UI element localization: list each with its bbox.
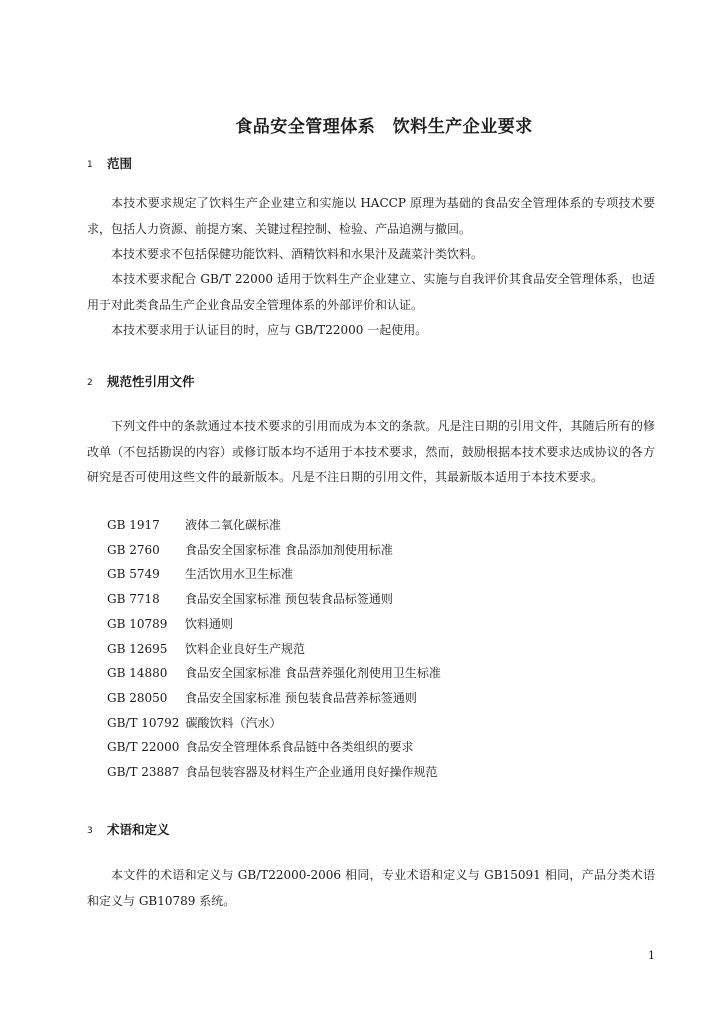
page-number: 1 <box>648 949 655 962</box>
reference-code: GB 7718 <box>107 592 160 607</box>
reference-item <box>107 661 441 686</box>
section-3-heading <box>87 820 170 838</box>
section-2-heading <box>87 372 195 390</box>
section-3-title: 术语和定义 <box>107 822 170 837</box>
reference-item <box>107 612 441 637</box>
reference-code: GB/T 10792 <box>107 715 180 730</box>
reference-item <box>107 513 441 538</box>
section-2-intro: 下列文件中的条款通过本技术要求的引用而成为本文的条款。凡是注日期的引用文件，其随后所有的修改单（不包括勘误的内容）或修订版本均不适用于本技术要求，然而，鼓励根据本技术要求达成协议的各方研究是否可使用这些文件的最新版本。凡是不注日期的引用文件，其最新版本适用于本技术要求。 <box>87 419 655 484</box>
reference-code: GB/T 23887 <box>107 765 180 780</box>
reference-item <box>107 562 441 587</box>
section-3-number: 3 <box>87 826 93 836</box>
document-title: 食品安全管理体系 饮料生产企业要求 <box>235 117 533 137</box>
reference-code: GB 5749 <box>107 567 160 582</box>
reference-item <box>107 735 441 760</box>
reference-item <box>107 760 441 785</box>
reference-name: 食品包装容器及材料生产企业通用良好操作规范 <box>185 765 438 780</box>
reference-item <box>107 686 441 711</box>
reference-code: GB 2760 <box>107 542 160 557</box>
reference-name: 食品安全国家标准 预包装食品标签通则 <box>185 592 393 607</box>
section-1-title: 范围 <box>107 156 133 171</box>
reference-name: 碳酸饮料（汽水） <box>185 715 282 730</box>
reference-name: 液体二氧化碳标准 <box>185 518 282 532</box>
section-2-number: 2 <box>87 378 93 388</box>
reference-item <box>107 637 441 662</box>
section-1-paragraph-2: 本技术要求不包括保健功能饮料、酒精饮料和水果汁及蔬菜汁类饮料。 <box>111 247 484 261</box>
section-2-title: 规范性引用文件 <box>107 374 195 389</box>
reference-name: 饮料企业良好生产规范 <box>185 641 306 656</box>
section-3-paragraph: 本文件的术语和定义与 GB/T22000-2006 相同，专业术语和定义与 GB15091 相同，产品分类术语和定义与 GB10789 系统。 <box>87 868 655 908</box>
reference-item <box>107 711 441 736</box>
reference-item <box>107 587 441 612</box>
section-1-number: 1 <box>87 160 93 170</box>
reference-code: GB 14880 <box>107 666 168 681</box>
reference-name: 饮料通则 <box>185 616 234 631</box>
reference-name: 食品安全国家标准 食品添加剂使用标准 <box>185 542 393 557</box>
reference-name: 生活饮用水卫生标准 <box>185 567 294 582</box>
reference-code: GB 10789 <box>107 616 168 631</box>
section-1-heading <box>87 154 132 172</box>
reference-item <box>107 538 441 563</box>
section-1-paragraph-1: 本技术要求规定了饮料生产企业建立和实施以 HACCP 原理为基础的食品安全管理体系的专项技术要求，包括人力资源、前提方案、关键过程控制、检验、产品追溯与撤回。 <box>87 196 655 236</box>
reference-name: 食品安全国家标准 预包装食品营养标签通则 <box>185 690 417 705</box>
reference-code: GB 28050 <box>107 690 168 705</box>
section-1-paragraph-4: 本技术要求用于认证目的时，应与 GB/T22000 一起使用。 <box>111 323 428 337</box>
normative-reference-list <box>107 513 441 785</box>
reference-code: GB 1917 <box>107 518 160 532</box>
section-1-paragraph-3: 本技术要求配合 GB/T 22000 适用于饮料生产企业建立、实施与自我评价其食品安全管理体系，也适用于对此类食品生产企业食品安全管理体系的外部评价和认证。 <box>87 272 655 312</box>
reference-code: GB/T 22000 <box>107 740 180 755</box>
reference-name: 食品安全国家标准 食品营养强化剂使用卫生标准 <box>185 666 441 681</box>
reference-name: 食品安全管理体系食品链中各类组织的要求 <box>185 740 414 755</box>
reference-code: GB 12695 <box>107 641 168 656</box>
